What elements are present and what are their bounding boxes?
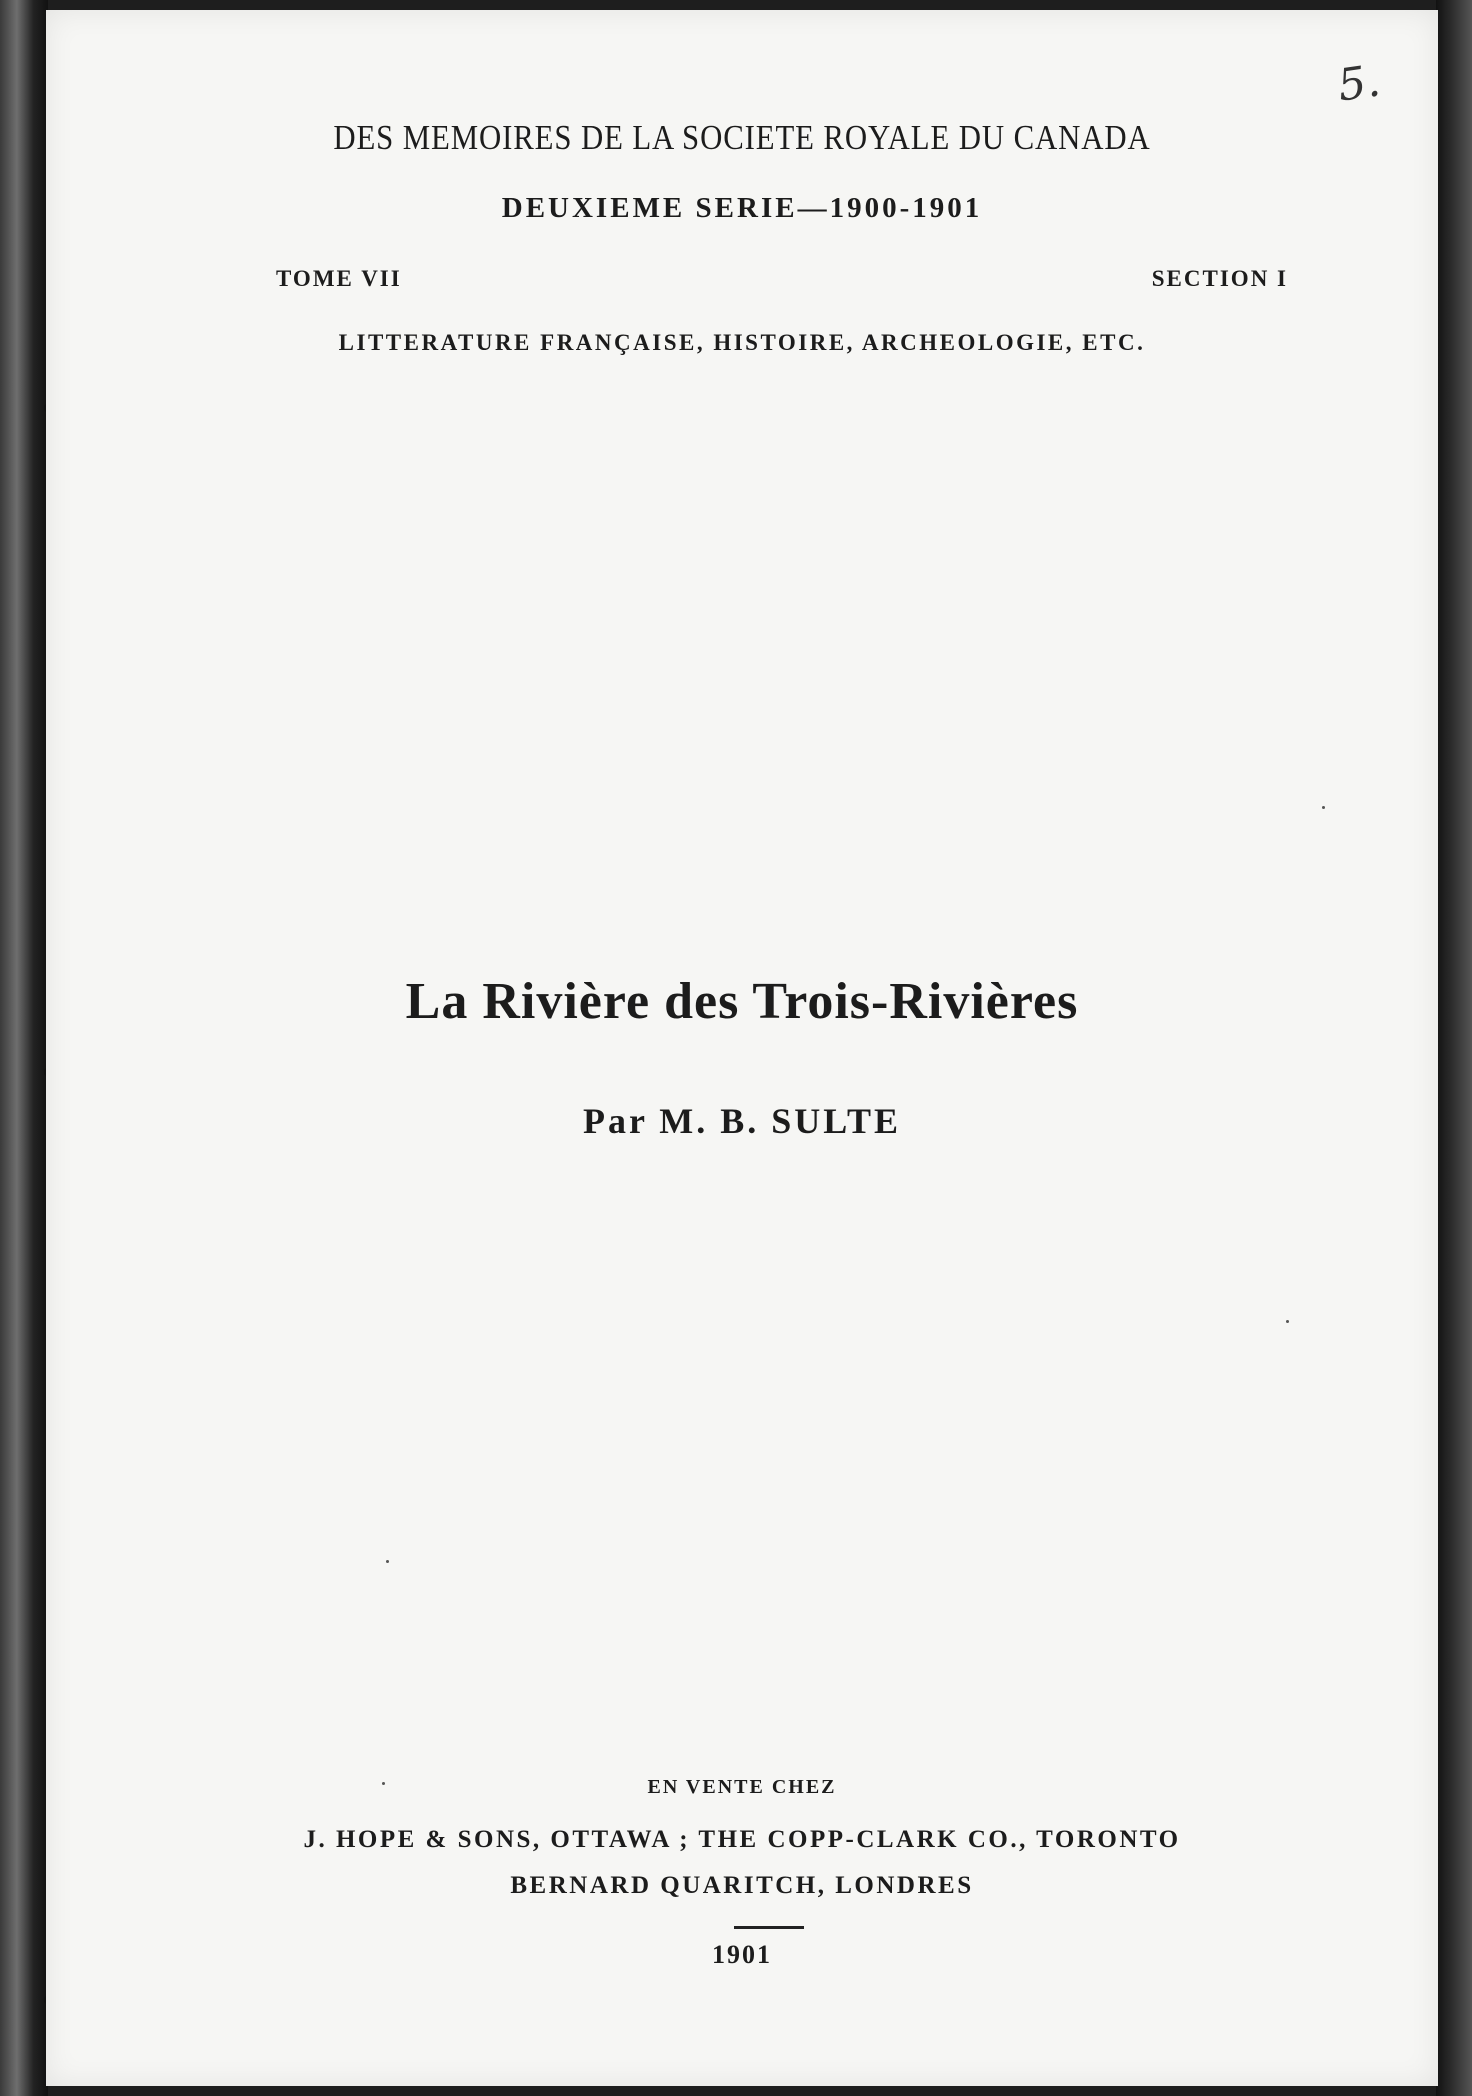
left-scan-edge [0, 0, 48, 2096]
document-title: La Rivière des Trois-Rivières [405, 973, 1079, 1030]
dust-speck [382, 1782, 385, 1785]
right-scan-edge [1436, 0, 1472, 2096]
dust-speck [1286, 1320, 1289, 1323]
publication-year: 1901 [712, 1940, 772, 1969]
document-page [46, 10, 1438, 2086]
page-number: 5. [1334, 55, 1384, 112]
subjects-line: LITTERATURE FRANÇAISE, HISTOIRE, ARCHEOLOGIE, ETC. [338, 330, 1146, 355]
tome-label: TOME VII [276, 266, 402, 291]
sale-label: EN VENTE CHEZ [647, 1776, 837, 1798]
dust-speck [1322, 806, 1325, 809]
section-label: SECTION I [1151, 266, 1288, 291]
london-publisher-line: BERNARD QUARITCH, LONDRES [510, 1872, 974, 1899]
dust-speck [386, 1560, 389, 1563]
author-line: Par M. B. SULTE [582, 1101, 902, 1141]
series-line: DEUXIEME SERIE—1900-1901 [501, 192, 983, 224]
divider-rule [734, 1926, 804, 1929]
publishers-line: J. HOPE & SONS, OTTAWA ; THE COPP-CLARK CO., TORONTO [303, 1826, 1181, 1853]
journal-title: DES MEMOIRES DE LA SOCIETE ROYALE DU CANADA [333, 118, 1151, 157]
